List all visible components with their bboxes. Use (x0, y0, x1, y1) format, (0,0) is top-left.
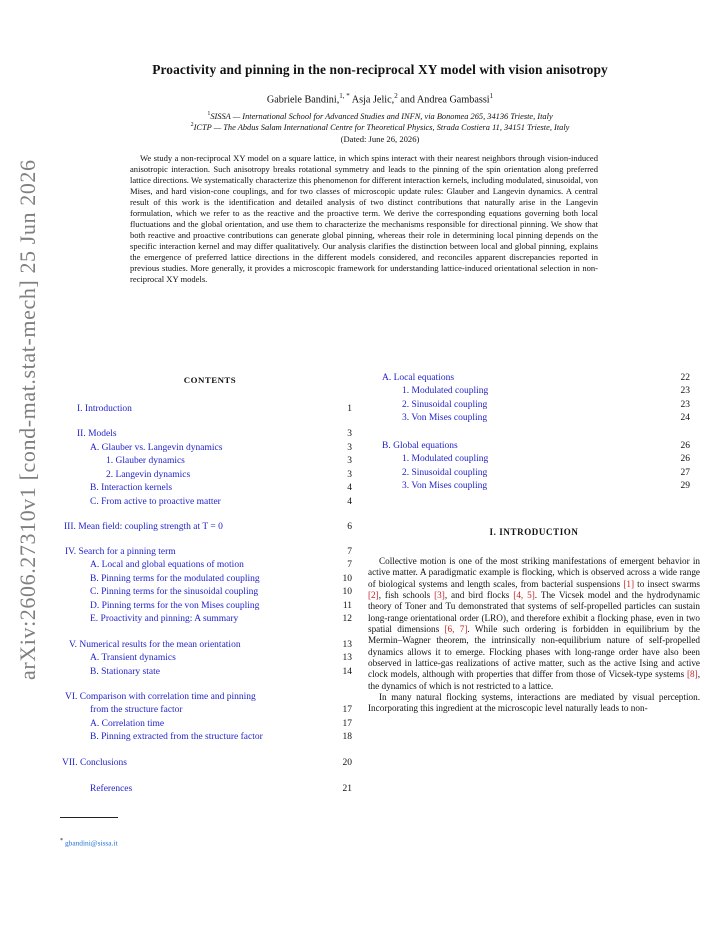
toc-label[interactable]: A. Glauber vs. Langevin dynamics (90, 443, 223, 453)
footnote-divider (60, 817, 118, 818)
toc-label[interactable]: 3. Von Mises coupling (402, 413, 488, 423)
contents-heading: CONTENTS (183, 375, 237, 385)
toc-entry[interactable] (65, 547, 352, 560)
toc-label[interactable]: B. Interaction kernels (90, 483, 173, 493)
toc-label[interactable]: I. Introduction (77, 404, 132, 414)
toc-page: 4 (347, 483, 352, 493)
author-mark: 1 (489, 92, 494, 100)
toc-page: 21 (342, 784, 352, 794)
toc-entry[interactable] (402, 454, 690, 467)
toc-entry[interactable] (90, 784, 352, 797)
toc-label[interactable]: V. Numerical results for the mean orientation (69, 640, 241, 650)
footnote (60, 838, 118, 847)
toc-label[interactable]: 2. Sinusoidal coupling (402, 400, 488, 410)
toc-page: 26 (680, 441, 690, 451)
toc-page: 7 (347, 560, 352, 570)
citation-link[interactable]: [4, 5] (513, 590, 535, 601)
toc-entry[interactable] (90, 574, 352, 587)
toc-page: 4 (347, 497, 352, 507)
toc-page: 24 (680, 413, 690, 423)
toc-page: 1 (347, 404, 352, 414)
author-email-link[interactable]: gbandini@sissa.it (64, 838, 118, 848)
date-line: (Dated: June 26, 2026) (340, 134, 420, 144)
toc-entry[interactable] (90, 614, 352, 627)
toc-page: 12 (342, 614, 352, 624)
affiliation-mark: 1 (207, 111, 211, 117)
introduction-body (368, 556, 700, 715)
toc-label[interactable]: 1. Glauber dynamics (106, 456, 185, 466)
toc-label[interactable]: 3. Von Mises coupling (402, 481, 488, 491)
toc-label[interactable]: B. Pinning terms for the modulated coupling (90, 574, 260, 584)
affiliation-text: SISSA — International School for Advanced Studies and INFN, via Bonomea 265, 34136 Trieste, Italy (210, 111, 553, 121)
citation-link[interactable]: [3] (434, 590, 445, 601)
toc-label[interactable]: VII. Conclusions (62, 758, 127, 768)
toc-label[interactable]: A. Local and global equations of motion (90, 560, 244, 570)
toc-page: 17 (342, 705, 352, 715)
toc-page: 17 (342, 719, 352, 729)
text-run: , the dynamics of which is not restricted to a lattice. (368, 669, 700, 691)
toc-page: 14 (342, 667, 352, 677)
section-heading-introduction: I. INTRODUCTION (489, 527, 579, 537)
text-run: to insect swarms (634, 578, 700, 589)
toc-page: 11 (342, 601, 352, 611)
toc-label[interactable]: References (90, 784, 133, 794)
toc-entry[interactable] (90, 560, 352, 573)
toc-entry[interactable] (90, 732, 352, 745)
citation-link[interactable]: [6, 7] (444, 624, 468, 635)
toc-page: 13 (342, 640, 352, 650)
toc-entry[interactable] (90, 667, 352, 680)
toc-page: 10 (342, 587, 352, 597)
toc-entry[interactable] (382, 373, 690, 386)
affiliation-text: ICTP — The Abdus Salam International Centre for Theoretical Physics, Strada Costiera 11, 34151 Trieste, Italy (193, 122, 570, 132)
author-mark: 1, * (339, 92, 350, 100)
toc-page: 10 (342, 574, 352, 584)
toc-label[interactable]: VI. Comparison with correlation time and pinning (65, 692, 256, 702)
footnote-mark: * (60, 838, 64, 844)
toc-page: 6 (347, 522, 352, 532)
toc-entry[interactable] (402, 468, 690, 481)
toc-entry[interactable] (64, 522, 352, 535)
toc-label[interactable]: A. Local equations (382, 373, 455, 383)
toc-label[interactable]: B. Global equations (382, 441, 458, 451)
toc-entry[interactable] (90, 719, 352, 732)
toc-page: 22 (680, 373, 690, 383)
toc-entry[interactable] (77, 429, 352, 442)
toc-entry[interactable] (90, 653, 352, 666)
toc-page: 27 (680, 468, 690, 478)
toc-label[interactable]: 2. Langevin dynamics (106, 470, 191, 480)
toc-label[interactable]: III. Mean field: coupling strength at T = 0 (64, 522, 223, 532)
toc-page: 3 (347, 456, 352, 466)
toc-entry[interactable] (90, 705, 352, 718)
paper-title: Proactivity and pinning in the non-reciprocal XY model with vision anisotropy (152, 62, 608, 77)
toc-label[interactable]: 1. Modulated coupling (402, 386, 489, 396)
toc-label[interactable]: A. Correlation time (90, 719, 165, 729)
toc-entry[interactable] (77, 404, 352, 417)
text-run: . While such ordering is forbidden in equilibrium by the Mermin–Wagner theorem, the intrinsically non-equilibrium nature of self-propelled dynamics allows it to emerge. Flocking phases with long-range order have also been observed in lattice-gas realizations of active matter, such as the active Ising and active clock models, although with properties that differ from those of Vicsek-type systems (368, 624, 700, 680)
toc-entry[interactable] (402, 481, 690, 494)
toc-entry[interactable] (402, 413, 690, 426)
toc-label[interactable]: 2. Sinusoidal coupling (402, 468, 488, 478)
toc-page: 3 (347, 470, 352, 480)
abstract: We study a non-reciprocal XY model on a square lattice, in which spins interact with their nearest neighbors through vision-induced anisotropic interaction. Such anisotropy breaks rotational symmetry and leads to the pinning of the spin orientation along preferred lattice directions. We systematically characterize this phenomenon for different interaction kernels, including modulated, sinusoidal, von Mises, and hard vision-cone couplings, and for two classes of microscopic update rules: Glauber and Langevin dynamics. A central result of this work is the identification and detailed analysis of two distinct contributions that naturally arise in the Langevin formulation, which we refer to as the reactive and the proactive term. We derive the corresponding equations governing both local fluctuations and the global orientation, and use them to characterize the mechanisms responsible for directional pinning. We show that both reactive and proactive contributions can generate global pinning, whereas their role in determining local pinning depends on the specific interaction kernel and may differ qualitatively. Our analysis clarifies the distinction between local and global pinning, explains the emergence of preferred lattice directions in the different models considered, and reconciles apparent discrepancies reported in previous studies. More generally, it provides a microscopic framework for understanding lattice-induced orientational selection in non-reciprocal XY models. (130, 153, 598, 284)
toc-page: 7 (347, 547, 352, 557)
toc-page: 29 (680, 481, 690, 491)
toc-label[interactable]: 1. Modulated coupling (402, 454, 489, 464)
toc-page: 23 (680, 386, 690, 396)
toc-page: 3 (347, 443, 352, 453)
toc-page: 3 (347, 429, 352, 439)
toc-entry[interactable] (90, 443, 352, 456)
toc-entry[interactable] (402, 386, 690, 399)
text-run: . The Vicsek model and the hydrodynamic theory of Toner and Tu demonstrated that systems of self-propelled particles can sustain long-range orientational order (LRO), and therefore exhibit a flocking phase, even in two spatial dimensions (368, 590, 700, 635)
toc-label[interactable]: II. Models (77, 429, 117, 439)
toc-entry[interactable] (65, 692, 352, 705)
citation-link[interactable]: [1] (623, 578, 635, 589)
toc-label[interactable]: A. Transient dynamics (90, 653, 176, 663)
introduction-paragraph (368, 556, 700, 692)
toc-entry[interactable] (90, 483, 352, 496)
toc-label[interactable]: B. Pinning extracted from the structure factor (90, 732, 263, 742)
citation-link[interactable]: [2] (368, 590, 379, 601)
introduction-paragraph: In many natural flocking systems, interactions are mediated by visual perception. Incorporating this ingredient at the microscopic level naturally leads to non- (368, 692, 700, 714)
toc-label[interactable]: C. From active to proactive matter (90, 497, 221, 507)
author-name: and Andrea Gambassi (400, 94, 490, 106)
toc-right (368, 0, 690, 932)
toc-label[interactable]: E. Proactivity and pinning: A summary (90, 614, 239, 624)
arxiv-identifier: arXiv:2606.27310v1 [cond-mat.stat-mech] 25 Jun 2026 (15, 159, 40, 680)
toc-entry[interactable] (69, 640, 352, 653)
toc-entry[interactable] (90, 601, 352, 614)
toc-entry[interactable] (90, 497, 352, 510)
toc-entry[interactable] (106, 470, 352, 483)
toc-label[interactable]: from the structure factor (90, 705, 183, 715)
toc-entry[interactable] (402, 400, 690, 413)
toc-entry[interactable] (382, 441, 690, 454)
toc-left (60, 0, 352, 932)
text-run: , and bird flocks (444, 590, 514, 601)
toc-page: 26 (680, 454, 690, 464)
toc-page: 20 (342, 758, 352, 768)
toc-page: 13 (342, 653, 352, 663)
author-mark: 2 (394, 92, 398, 100)
author-name: Asja Jelic, (351, 94, 395, 106)
citation-link[interactable]: [8] (686, 669, 698, 680)
toc-entry[interactable] (90, 587, 352, 600)
toc-page: 23 (680, 400, 690, 410)
toc-label[interactable]: D. Pinning terms for the von Mises coupling (90, 601, 260, 611)
toc-entry[interactable] (62, 758, 352, 771)
author-name: Gabriele Bandini, (266, 94, 340, 106)
text-run: , fish schools (378, 590, 435, 601)
toc-label[interactable]: B. Stationary state (90, 667, 160, 677)
toc-label[interactable]: C. Pinning terms for the sinusoidal coupling (90, 587, 259, 597)
toc-page: 18 (342, 732, 352, 742)
affiliation-mark: 2 (190, 122, 194, 128)
toc-label[interactable]: IV. Search for a pinning term (65, 547, 176, 557)
toc-entry[interactable] (106, 456, 352, 469)
text-run: Collective motion is one of the most striking manifestations of emergent behavior in active matter. A paradigmatic example is flocking, which is observed across a wide range of biological systems and length scales, from bacterial suspensions (368, 556, 700, 589)
